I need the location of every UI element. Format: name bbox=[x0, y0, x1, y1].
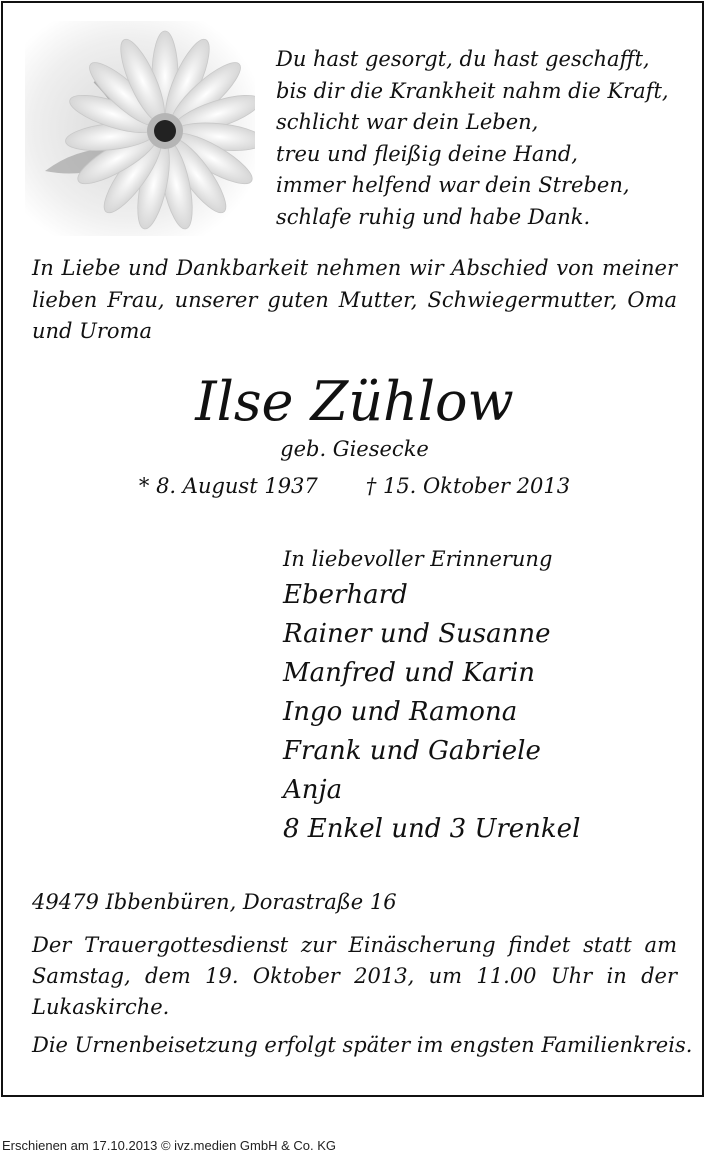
family-member: Rainer und Susanne bbox=[283, 619, 551, 649]
flower-image bbox=[25, 21, 255, 236]
death-date: † 15. Oktober 2013 bbox=[365, 474, 571, 498]
family-list bbox=[283, 542, 580, 849]
poem-line: treu und fleißig deine Hand, bbox=[276, 141, 578, 166]
poem-line: immer helfend war dein Streben, bbox=[276, 173, 630, 197]
birth-name: geb. Giesecke bbox=[280, 437, 429, 461]
family-member: 8 Enkel und 3 Urenkel bbox=[283, 814, 581, 844]
birth-date: * 8. August 1937 bbox=[138, 474, 318, 498]
family-member: Ingo und Ramona bbox=[283, 697, 518, 727]
deceased-name: Ilse Zühlow bbox=[195, 370, 514, 433]
poem bbox=[276, 44, 696, 233]
poem-line: schlicht war dein Leben, bbox=[276, 110, 539, 134]
service-info: Der Trauergottesdienst zur Einäscherung findet statt am Samstag, dem 19. Oktober 2013, um 11.00 Uhr in der Lukaskirche. bbox=[32, 933, 677, 1019]
family-heading: In liebevoller Erinnerung bbox=[283, 547, 553, 571]
life-dates bbox=[0, 474, 709, 498]
publication-footer: Erschienen am 17.10.2013 © ivz.medien GmbH & Co. KG bbox=[2, 1138, 337, 1153]
intro-text: In Liebe und Dankbarkeit nehmen wir Abschied von meiner lieben Frau, unserer guten Mutter, Schwiegermutter, Oma und Uroma bbox=[32, 256, 677, 343]
family-member: Eberhard bbox=[283, 580, 408, 610]
family-member: Manfred und Karin bbox=[283, 658, 536, 688]
urn-note: Die Urnenbeisetzung erfolgt später im engsten Familienkreis. bbox=[32, 1033, 693, 1057]
poem-line: Du hast gesorgt, du hast geschafft, bbox=[276, 47, 650, 71]
poem-line: schlafe ruhig und habe Dank. bbox=[276, 204, 591, 229]
address: 49479 Ibbenbüren, Dorastraße 16 bbox=[32, 890, 397, 914]
family-member: Frank und Gabriele bbox=[283, 736, 541, 766]
family-member: Anja bbox=[283, 775, 343, 805]
poem-line: bis dir die Krankheit nahm die Kraft, bbox=[276, 78, 669, 103]
